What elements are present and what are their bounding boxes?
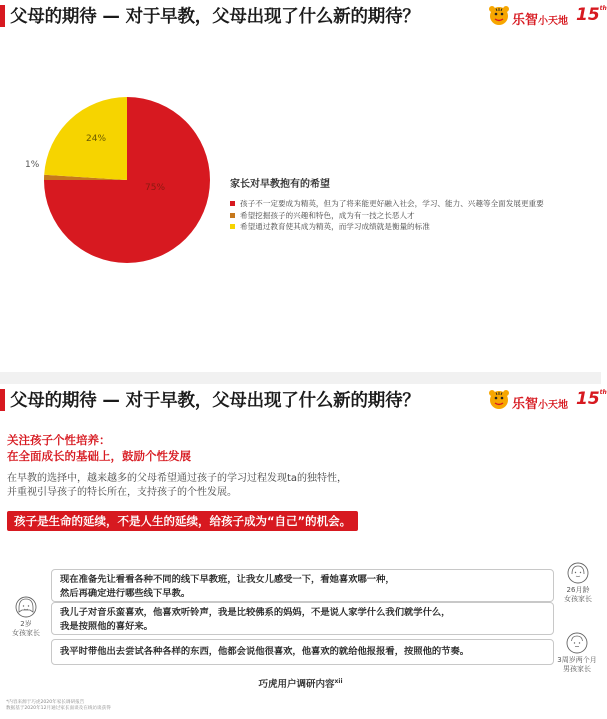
legend-item-orange <box>230 210 590 222</box>
anniversary-badge <box>576 389 607 409</box>
pie-label-orange: 1% <box>25 160 40 170</box>
persona-mother-right <box>556 562 600 604</box>
legend-item-red <box>230 198 590 210</box>
brand-name <box>512 9 568 28</box>
quote-line: 现在准备先让看看各种不同的线下早教班，让我女儿感受一下，看她喜欢哪一种， <box>60 574 395 585</box>
quote-line: 我是按照他的喜好来。 <box>60 621 153 632</box>
persona-line-1: 3周岁两个月 <box>557 656 597 664</box>
slide-insights <box>0 384 607 719</box>
intro-text <box>7 472 347 500</box>
quote-box <box>51 569 554 602</box>
footnote-line-1: *内容来源于巧虎2020年家长调研报告 <box>6 700 85 705</box>
page-title: 父母的期待 — 对于早教，父母出现了什么新的期待？ <box>10 391 420 411</box>
key-message-banner: 孩子是生命的延续，不是人生的延续，给孩子成为“自己”的机会。 <box>7 511 358 531</box>
brand-sub-text: 小天地 <box>538 16 569 27</box>
mother-avatar-icon <box>15 596 37 618</box>
persona-father-right <box>553 632 601 674</box>
footnote-line-2: 数据基于2020年12月通过家长面谈及在线访谈获得 <box>6 706 111 711</box>
title-accent-bar <box>0 389 5 411</box>
anniversary-number: 15 <box>576 389 600 409</box>
quote-box <box>51 639 554 665</box>
source-caption <box>0 676 601 690</box>
legend-label-yellow: 希望通过教育使其成为精英，而学习成绩就是衡量的标准 <box>240 222 430 231</box>
persona-line-2: 女孩家长 <box>12 629 40 637</box>
persona-mother-left <box>4 596 48 638</box>
footnote <box>6 700 111 712</box>
quote-box <box>51 602 554 635</box>
chart-legend <box>230 175 590 233</box>
tiger-mascot-icon <box>488 389 510 411</box>
brand-main-text: 乐智 <box>512 397 539 412</box>
tiger-mascot-icon <box>488 5 510 27</box>
persona-line-1: 26月龄 <box>566 586 590 594</box>
anniversary-suffix: th <box>599 389 607 396</box>
legend-swatch-orange <box>230 213 235 218</box>
focus-heading <box>7 432 191 464</box>
legend-label-red: 孩子不一定要成为精英，但为了将来能更好融入社会，学习、能力、兴趣等全面发展更重要 <box>240 199 544 208</box>
legend-swatch-yellow <box>230 224 235 229</box>
anniversary-number: 15 <box>576 5 600 25</box>
persona-line-2: 男孩家长 <box>563 665 591 673</box>
anniversary-suffix: th <box>599 5 607 12</box>
source-footnote-mark: xii <box>334 677 343 685</box>
quote-line: 我平时带他出去尝试各种各样的东西，他都会说他很喜欢，他喜欢的就给他报报看，按照他的节奏。 <box>60 646 470 657</box>
legend-title: 家长对早教抱有的希望 <box>230 179 330 190</box>
slide-separator <box>0 372 601 384</box>
quote-line: 我儿子对音乐蛮喜欢，他喜欢听铃声，我是比较佛系的妈妈，不是说人家学什么我们就学什么， <box>60 607 451 618</box>
pie-chart <box>40 52 220 262</box>
quote-line: 然后再确定进行哪些线下早教。 <box>60 588 191 599</box>
mother-avatar-icon <box>567 562 589 584</box>
focus-line-1: 关注孩子个性培养： <box>7 433 111 447</box>
legend-swatch-red <box>230 201 235 206</box>
intro-line-2: 并重视引导孩子的特长所在，支持孩子的个性发展。 <box>7 487 237 498</box>
brand-name <box>512 393 568 412</box>
legend-label-orange: 希望挖掘孩子的兴趣和特色，成为有一技之长恶人才 <box>240 210 415 220</box>
title-accent-bar <box>0 5 5 27</box>
brand-logo <box>488 389 607 413</box>
pie-label-yellow: 24% <box>86 134 107 144</box>
pie-label-red: 75% <box>145 183 166 193</box>
legend-item-yellow <box>230 221 590 233</box>
persona-line-2: 女孩家长 <box>564 595 592 603</box>
focus-line-2: 在全面成长的基础上，鼓励个性发展 <box>7 449 191 463</box>
brand-logo <box>488 5 607 29</box>
source-text: 巧虎用户调研内容 <box>258 679 335 690</box>
brand-main-text: 乐智 <box>512 13 539 28</box>
father-avatar-icon <box>566 632 588 654</box>
page-title: 父母的期待 — 对于早教，父母出现了什么新的期待？ <box>10 7 420 27</box>
anniversary-badge <box>576 5 607 25</box>
intro-line-1: 在早教的选择中，越来越多的父母希望通过孩子的学习过程发现ta的独特性， <box>7 473 348 484</box>
brand-sub-text: 小天地 <box>538 400 569 411</box>
persona-line-1: 2岁 <box>20 620 32 628</box>
